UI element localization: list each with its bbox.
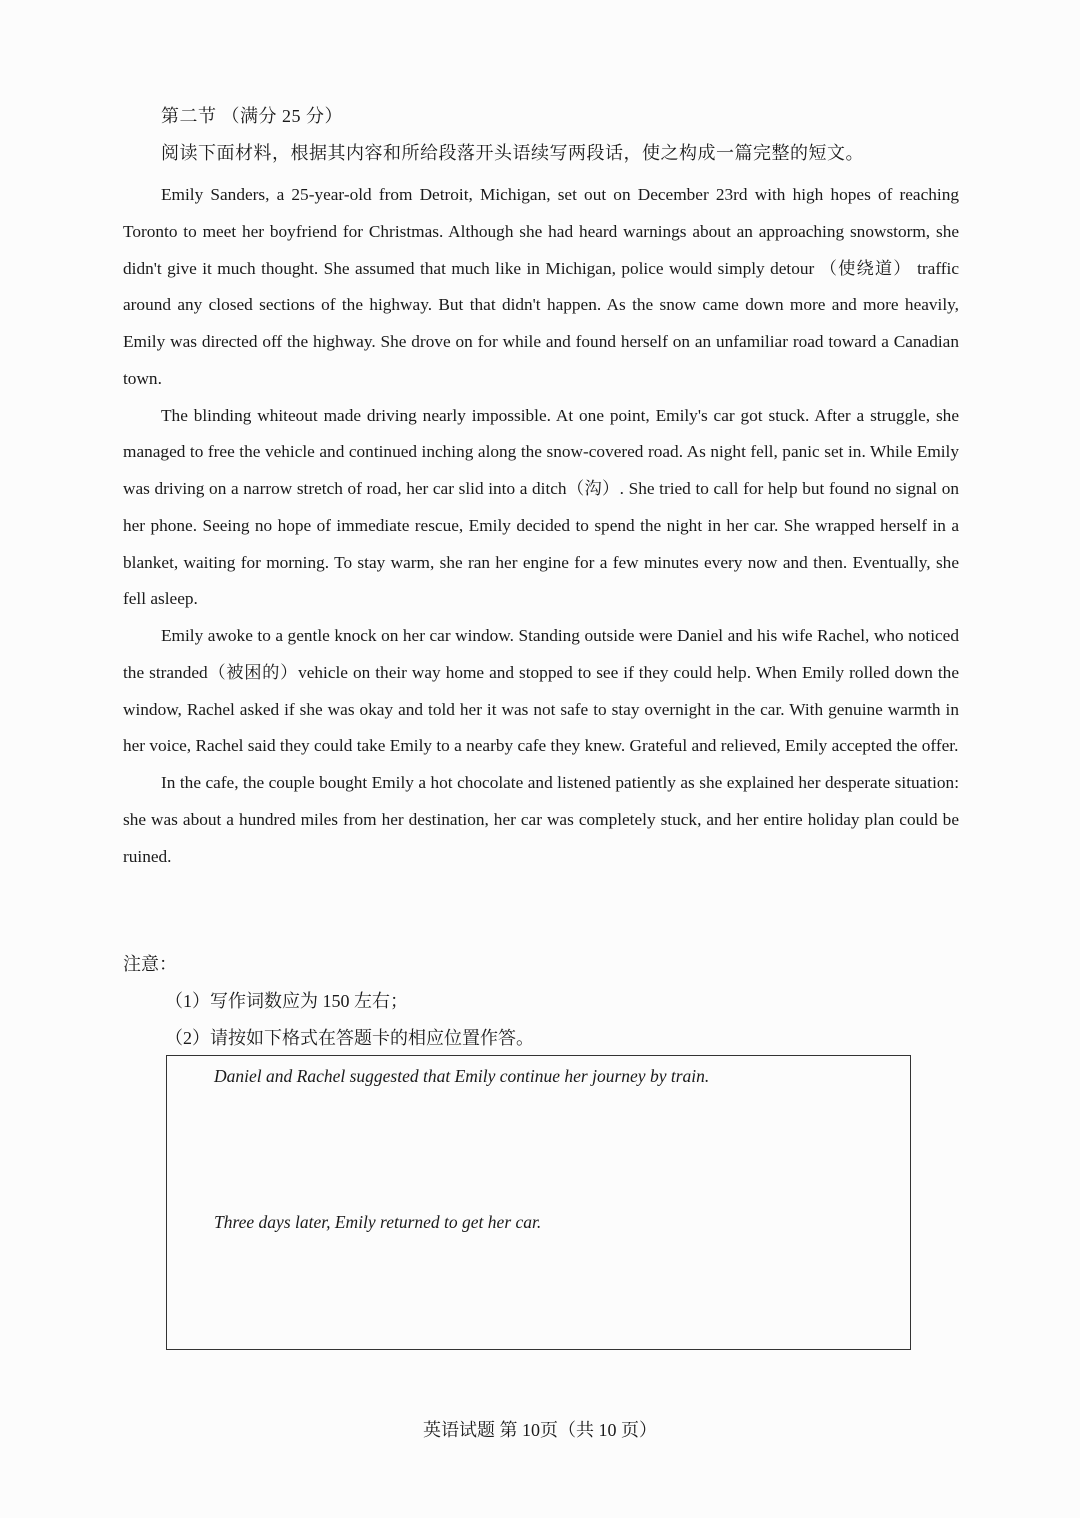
passage-paragraph-2: The blinding whiteout made driving nearly impossible. At one point, Emily's car got stuck. After a struggle, she managed to free the vehicle and continued inching along the snow-covered road. As night fell, panic set in. While Emily was driving on a narrow stretch of road, her car slid into a ditch（沟）. She tried to call for help but found no signal on her phone. Seeing no hope of immediate rescue, Emily decided to spend the night in her car. She wrapped herself in a blanket, waiting for morning. To stay warm, she ran her engine for a few minutes every now and then. Eventually, she fell asleep. — [123, 405, 959, 609]
paragraph-opener-2: Three days later, Emily returned to get her car. — [214, 1212, 542, 1232]
section-title: 第二节 （满分 25 分） — [161, 106, 343, 126]
paragraph-opener-1: Daniel and Rachel suggested that Emily continue her journey by train. — [214, 1066, 710, 1086]
note-item-format: （2）请按如下格式在答题卡的相应位置作答。 — [165, 1028, 534, 1048]
page-footer: 英语试题 第 10页（共 10 页） — [423, 1420, 657, 1440]
passage-paragraph-4: In the cafe, the couple bought Emily a hot chocolate and listened patiently as she explained her desperate situation: she was about a hundred miles from her destination, her car was completely stuck, and her entire holiday plan could be ruined. — [123, 773, 959, 866]
note-item-word-count: （1）写作词数应为 150 左右； — [165, 991, 408, 1011]
task-instruction: 阅读下面材料，根据其内容和所给段落开头语续写两段话，使之构成一篇完整的短文。 — [161, 143, 864, 163]
reading-passage — [123, 177, 959, 875]
passage-paragraph-1: Emily Sanders, a 25-year-old from Detroit, Michigan, set out on December 23rd with high hopes of reaching Toronto to meet her boyfriend for Christmas. Although she had heard warnings about an approaching snowstorm, she didn't give it much thought. She assumed that much like in Michigan, police would simply detour （使绕道） traffic around any closed sections of the highway. But that didn't happen. As the snow came down more and more heavily, Emily was directed off the highway. She drove on for while and found herself on an unfamiliar road toward a Canadian town. — [123, 185, 959, 388]
passage-paragraph-3: Emily awoke to a gentle knock on her car window. Standing outside were Daniel and his wife Rachel, who noticed the stranded（被困的）vehicle on their way home and stopped to see if they could help. When Emily rolled down the window, Rachel asked if she was okay and told her it was not safe to stay overnight in the car. With genuine warmth in her voice, Rachel said they could take Emily to a nearby cafe they knew. Grateful and relieved, Emily accepted the offer. — [123, 626, 959, 756]
notes-label: 注意： — [123, 954, 177, 974]
answer-box — [166, 1055, 911, 1350]
